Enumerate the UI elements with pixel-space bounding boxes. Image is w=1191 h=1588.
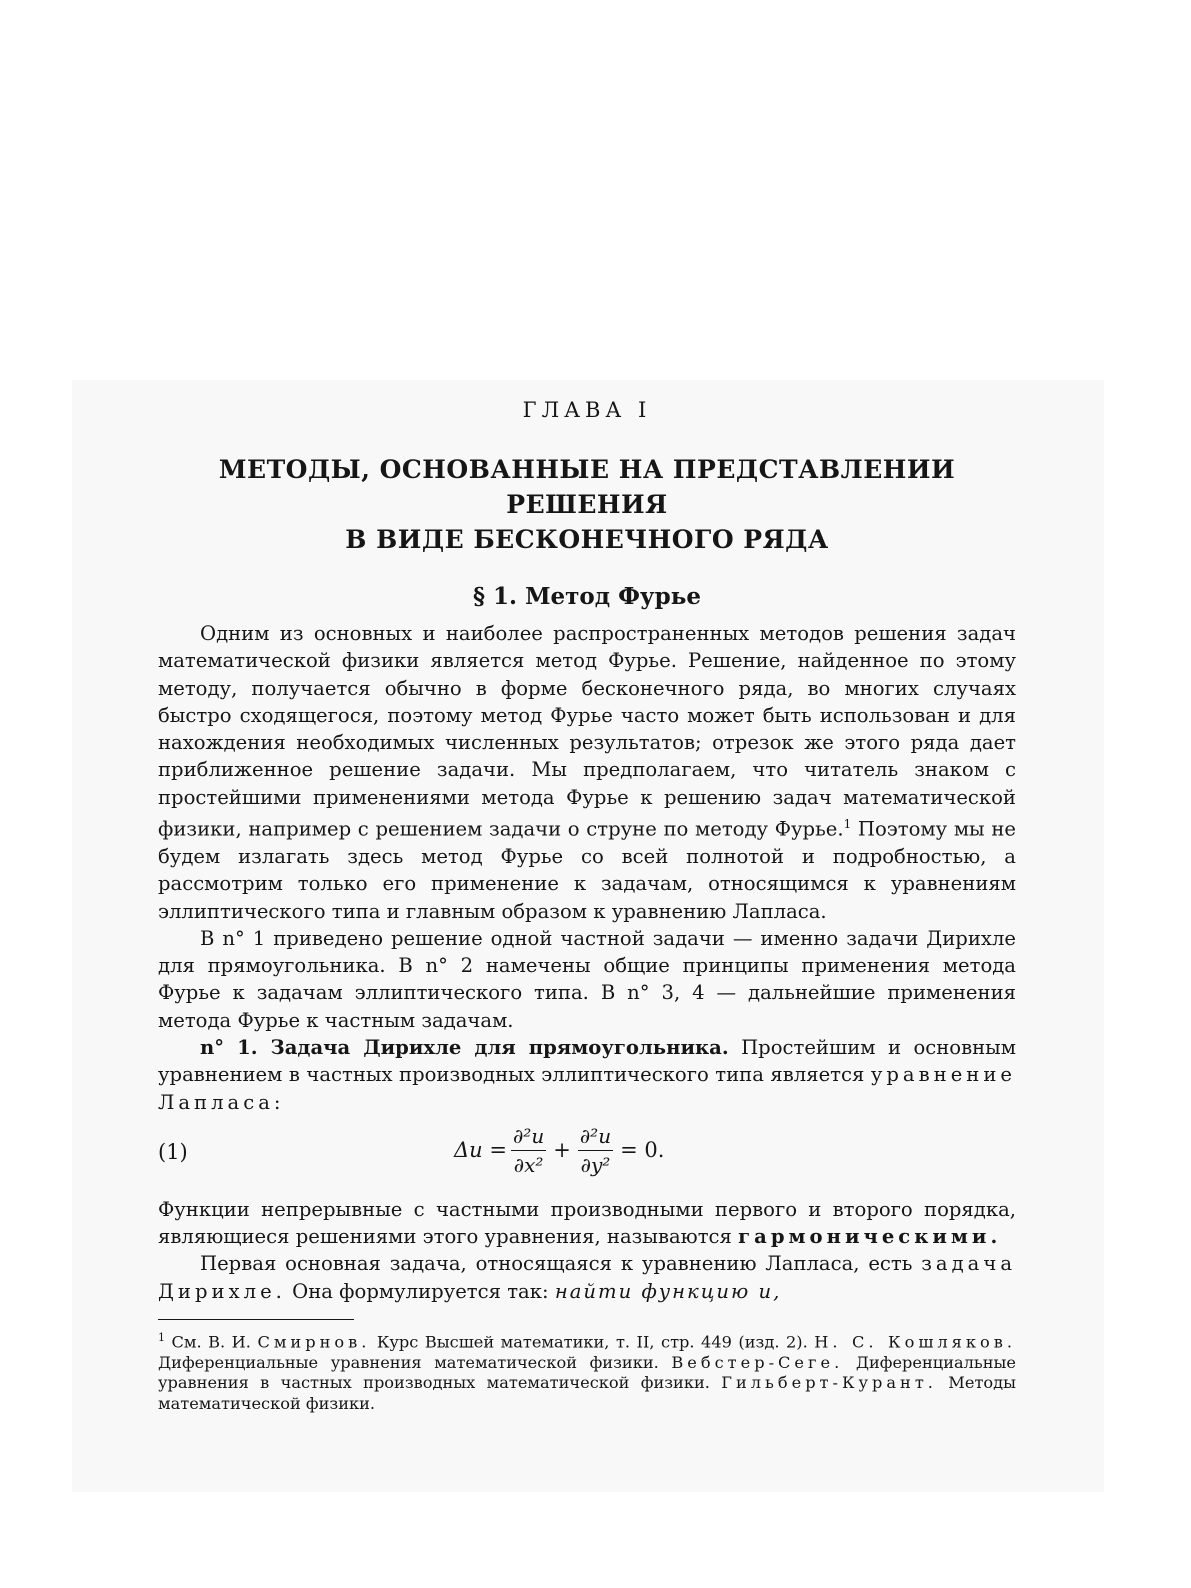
fraction-d2u-dy2	[578, 1124, 613, 1177]
paragraph-harmonic	[158, 1196, 1016, 1251]
equation-number: (1)	[158, 1139, 188, 1164]
footnote-divider	[158, 1319, 354, 1320]
paragraph-dirichlet-intro	[158, 1034, 1016, 1116]
footnote-mark: 1	[158, 1331, 165, 1345]
footnote-text-b: Курс Высшей математики, т. II, стр. 449 (изд. 2).	[370, 1332, 815, 1352]
footnote-text-a: См. В. И.	[165, 1332, 258, 1352]
plus-sign: +	[553, 1138, 571, 1163]
page-content	[158, 398, 1016, 1414]
paragraph-harmonic-text: Функции непрерывные с частными производными первого и второго порядка, являющиеся решениями этого уравнения, называются	[158, 1197, 1016, 1249]
paragraph-intro-text-a: Одним из основных и наиболее распространенных методов решения задач математической физики является метод Фурье. Решение, найденное по этому методу, получается обычно в форме бесконечного ряда, во многих случаях быстро сходящегося, поэтому метод Фурье часто может быть использован и для нахождения необходимых численных результатов; отрезок же этого ряда дает приближенное решение задачи. Мы предполагаем, что читатель знаком с простейшими применениями метода Фурье к решению задач математической физики, например с решением задачи о струне по методу Фурье.	[158, 622, 1016, 841]
chapter-label: ГЛАВА I	[522, 398, 652, 422]
footnote-author-webster-szego: Вебстер-Сеге.	[671, 1352, 844, 1372]
problem-statement-italic: найти функцию u,	[554, 1279, 782, 1303]
footnote-reference[interactable]: 1	[843, 817, 852, 832]
laplace-equation	[158, 1116, 1016, 1196]
chapter-title	[158, 452, 1016, 557]
footnote-text-c: Диференциальные уравнения математической физики.	[158, 1352, 672, 1372]
fraction-1-denominator: ∂x²	[513, 1152, 544, 1177]
paragraph-intro-text-b: Поэтому мы не будем излагать здесь метод Фурье со всей полнотой и подробностью, а рассмотрим только его применение к задачам, относящимся к уравнениям эллиптического типа и главным образом к уравнению Лапласа.	[158, 817, 1016, 923]
footnote-author-koshlyakov: Н. С. Кошляков.	[814, 1332, 1016, 1352]
paragraph-first-problem	[158, 1250, 1016, 1305]
paragraph-first-problem-text-a: Первая основная задача, относящаяся к уравнению Лапласа, есть	[200, 1252, 922, 1276]
laplace-equation-term: уравнение Лапласа:	[158, 1063, 1017, 1114]
paragraph-overview: В n° 1 приведено решение одной частной задачи — именно задачи Дирихле для прямоугольника. В n° 2 намечены общие принципы применения метода Фурье к задачам эллиптического типа. В n° 3, 4 — дальнейшие применения метода Фурье к частным задачам.	[158, 926, 1016, 1032]
chapter-title-line-2: В ВИДЕ БЕСКОНЕЧНОГО РЯДА	[345, 525, 829, 554]
fraction-2-numerator: ∂²u	[578, 1124, 613, 1151]
footnote-author-hilbert-courant: Гильберт-Курант.	[721, 1373, 937, 1393]
footnote-text-e: Методы математической физики.	[158, 1373, 1016, 1413]
paragraph-dirichlet-text: Простейшим и основным уравнением в частных производных эллиптического типа является	[158, 1035, 1016, 1087]
fraction-d2u-dx2	[511, 1124, 546, 1177]
fraction-2-denominator: ∂y²	[580, 1152, 611, 1177]
equation-rhs: = 0.	[620, 1138, 665, 1163]
footnote	[158, 1328, 1016, 1414]
paragraph-intro	[158, 620, 1016, 925]
chapter-title-line-1: МЕТОДЫ, ОСНОВАННЫЕ НА ПРЕДСТАВЛЕНИИ РЕШЕНИЯ	[218, 455, 956, 519]
footnote-author-smirnov: Смирнов.	[257, 1332, 371, 1352]
equation-body	[454, 1124, 667, 1177]
section-heading: § 1. Метод Фурье	[473, 583, 701, 610]
fraction-1-numerator: ∂²u	[511, 1124, 546, 1151]
dirichlet-problem-term: задача Дирихле.	[158, 1252, 1016, 1303]
equation-lhs: Δu =	[454, 1138, 507, 1163]
harmonic-term: гармоническими.	[738, 1225, 1002, 1249]
footnote-text-d: Диференциальные уравнения в частных производных математической физики.	[158, 1352, 1016, 1393]
subsection-heading: n° 1. Задача Дирихле для прямоугольника.	[200, 1035, 729, 1059]
paragraph-first-problem-text-b: Она формулируется так:	[285, 1279, 555, 1303]
